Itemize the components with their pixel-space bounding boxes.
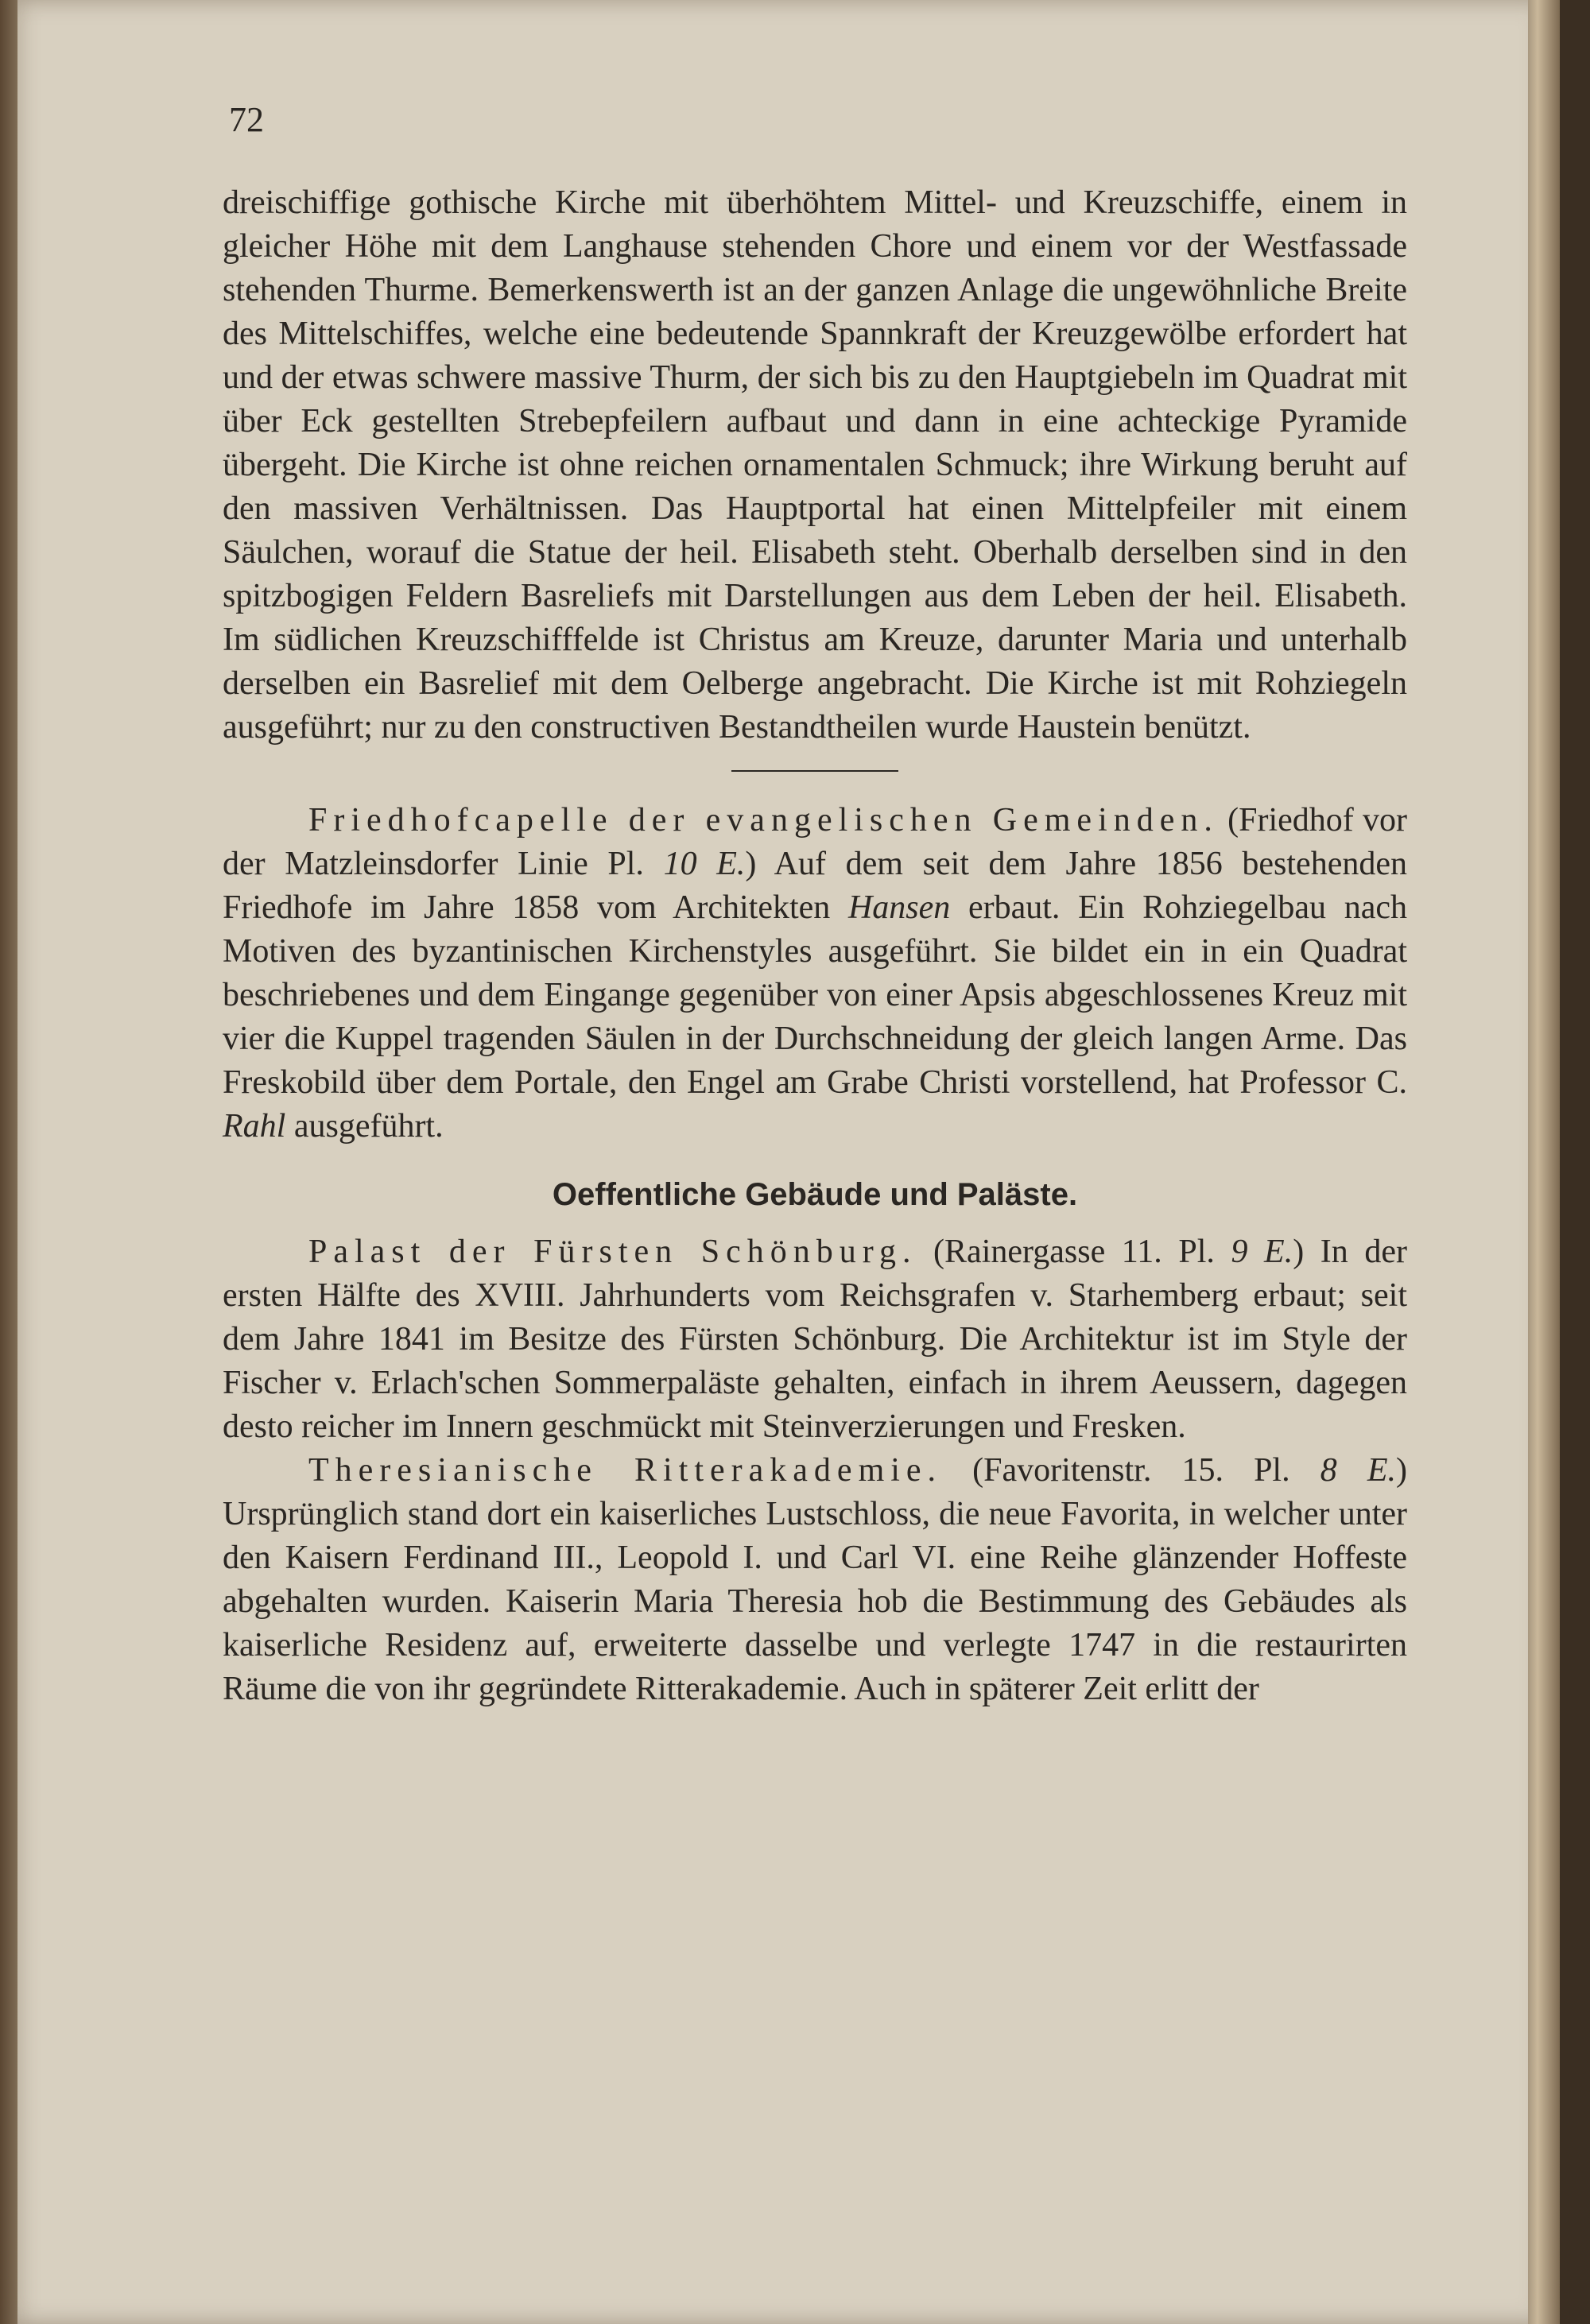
- entry-text: ausgeführt.: [285, 1108, 444, 1145]
- page-text: [223, 181, 1407, 1711]
- entry-text: ) In der ersten Hälfte des XVIII. Jahrhunderts vom Reichsgrafen v. Starhemberg erbaut; seit dem Jahre 1841 im Besitze des Fürsten Schönburg. Die Architektur ist im Style der Fischer v. Erlach'schen Sommerpaläste gehalten, einfach in ihrem Aeussern, dagegen desto reicher im Innern geschmückt mit Steinverzierungen und Fresken.: [223, 1234, 1408, 1445]
- paragraph-friedhofcapelle: [223, 799, 1407, 1148]
- page-number: 72: [229, 100, 264, 139]
- paragraph-palast-schoenburg: [223, 1230, 1407, 1449]
- entry-text: (Favoritenstr. 15. Pl.: [942, 1452, 1320, 1489]
- paragraph-church-description: dreischiffige gothische Kirche mit überhöhtem Mittel- und Kreuzschiffe, einem in gleicher Höhe mit dem Langhause stehenden Chore und einem vor der Westfassade stehenden Thurme. Bemerkenswerth ist an der ganzen Anlage die ungewöhnliche Breite des Mittelschiffes, welche eine bedeutende Spannkraft der Kreuzgewölbe erfordert hat und der etwas schwere massive Thurm, der sich bis zu den Hauptgiebeln im Quadrat mit über Eck gestellten Strebepfeilern aufbaut und dann in eine achteckige Pyramide übergeht. Die Kirche ist ohne reichen ornamentalen Schmuck; ihre Wirkung beruht auf den massiven Verhältnissen. Das Hauptportal hat einen Mittelpfeiler mit einem Säulchen, worauf die Statue der heil. Elisabeth steht. Oberhalb derselben sind in den spitzbogigen Feldern Basreliefs mit Darstellungen aus dem Leben der heil. Elisabeth. Im südlichen Kreuzschifffelde ist Christus am Kreuze, darunter Maria und unterhalb derselben ein Basrelief mit dem Oelberge angebracht. Die Kirche ist mit Rohziegeln ausgeführt; nur zu den constructiven Bestandtheilen wurde Haustein benützt.: [223, 184, 1407, 746]
- entry-text: erbaut. Ein Rohziegelbau nach Motiven des byzantinischen Kirchenstyles ausgeführt. Sie bildet ein in ein Quadrat beschriebenes und dem Eingange gegenüber von einer Apsis abgeschlossenes Kreuz mit vier die Kuppel tragenden Säulen in der Durchschneidung der gleich langen Arme. Das Freskobild über dem Portale, den Engel am Grabe Christi vorstellend, hat Professor C.: [223, 889, 1407, 1101]
- painter-name: Rahl: [223, 1108, 286, 1145]
- entry-text: ) Ursprünglich stand dort ein kaiserliches Lustschloss, die neue Favorita, in welcher unter den Kaisern Ferdinand III., Leopold I. und Carl VI. eine Reihe glänzender Hoffeste abgehalten wurden. Kaiserin Maria Theresia hob die Bestimmung des Gebäudes als kaiserliche Residenz auf, erweiterte dasselbe und verlegte 1747 in die restaurirten Räume die von ihr gegründete Ritterakademie. Auch in späterer Zeit erlitt der: [223, 1452, 1407, 1707]
- entry-text: (Rainergasse 11. Pl.: [917, 1234, 1231, 1270]
- section-divider: [731, 770, 898, 772]
- entry-text: ) Auf dem seit dem Jahre 1856 bestehenden Friedhofe im Jahre 1858 vom Architekten: [223, 846, 1407, 926]
- paragraph-ritterakademie: [223, 1449, 1407, 1711]
- section-heading: Oeffentliche Gebäude und Paläste.: [552, 1177, 1078, 1212]
- entry-title: Friedhofcapelle der evangelischen Gemeinden.: [308, 802, 1219, 839]
- plan-reference: 10 E.: [663, 846, 746, 882]
- plan-reference: 8 E.: [1320, 1452, 1396, 1489]
- architect-name: Hansen: [847, 889, 951, 926]
- entry-title: Theresianische Ritterakademie.: [308, 1452, 943, 1489]
- page-edge: [1528, 0, 1560, 2324]
- entry-text: (Friedhof vor der Matzleinsdorfer Linie Pl.: [223, 802, 1407, 882]
- entry-title: Palast der Fürsten Schönburg.: [308, 1234, 917, 1270]
- plan-reference: 9 E.: [1231, 1234, 1293, 1270]
